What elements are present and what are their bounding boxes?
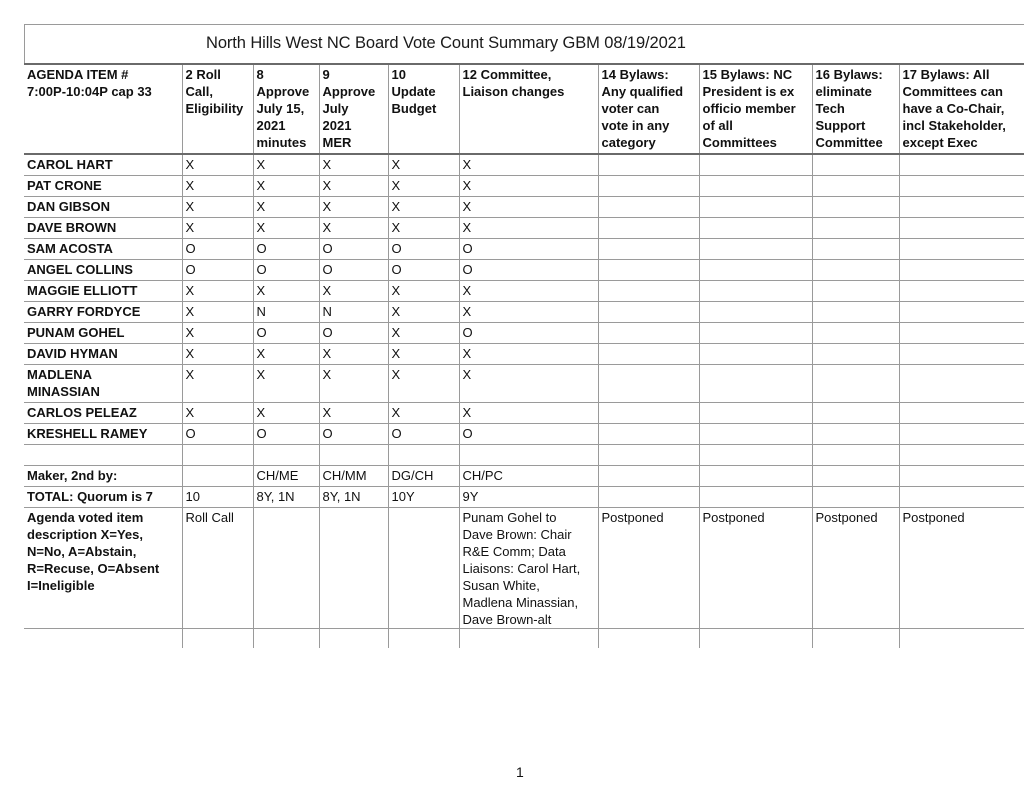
description-value [459, 508, 598, 629]
vote-cell: O [319, 260, 388, 281]
vote-cell [899, 218, 1024, 239]
vote-cell [598, 365, 699, 403]
vote-cell: X [319, 176, 388, 197]
vote-cell [699, 260, 812, 281]
total-value: 10 [182, 487, 253, 508]
cell-line: Postponed [702, 510, 765, 525]
cell-line: Liaison changes [462, 84, 565, 99]
member-row [24, 302, 1024, 323]
cell-line: R&E Comm; Data [462, 544, 566, 559]
vote-cell [598, 302, 699, 323]
vote-cell [812, 197, 899, 218]
vote-cell: X [253, 176, 319, 197]
vote-cell: X [388, 344, 459, 365]
vote-cell [899, 197, 1024, 218]
vote-cell [812, 424, 899, 445]
description-value [812, 508, 899, 629]
vote-cell: X [182, 302, 253, 323]
vote-cell [598, 197, 699, 218]
empty-cell [182, 445, 253, 466]
member-row [24, 154, 1024, 176]
cell-line: vote in any [601, 118, 670, 133]
total-value [598, 487, 699, 508]
cell-line: minutes [256, 135, 307, 150]
empty-cell [24, 445, 182, 466]
cell-line: AGENDA ITEM # [27, 67, 129, 82]
vote-cell: X [388, 197, 459, 218]
maker-value: CH/PC [459, 466, 598, 487]
empty-cell [899, 629, 1024, 649]
column-header [319, 64, 388, 154]
cell-line: CAROL HART [27, 157, 113, 172]
frame-top-rule [24, 24, 1024, 25]
trailing-row [24, 629, 1024, 649]
vote-cell [699, 197, 812, 218]
cell-line: SAM ACOSTA [27, 241, 113, 256]
member-name [24, 323, 182, 344]
vote-cell: X [253, 403, 319, 424]
total-value: 9Y [459, 487, 598, 508]
column-header [812, 64, 899, 154]
description-row [24, 508, 1024, 629]
vote-cell [598, 403, 699, 424]
column-header [598, 64, 699, 154]
cell-line: incl Stakeholder, [902, 118, 1006, 133]
vote-cell: O [388, 260, 459, 281]
vote-cell: X [459, 176, 598, 197]
cell-line: Liaisons: Carol Hart, [462, 561, 581, 576]
vote-cell [699, 302, 812, 323]
cell-line: 2021 [256, 118, 286, 133]
vote-cell: X [253, 154, 319, 176]
vote-cell: X [182, 281, 253, 302]
cell-line: MER [322, 135, 352, 150]
frame-left-rule [24, 24, 25, 64]
cell-line: Dave Brown-alt [462, 612, 552, 627]
maker-value [699, 466, 812, 487]
cell-line: Postponed [815, 510, 878, 525]
maker-value [182, 466, 253, 487]
member-name [24, 218, 182, 239]
vote-cell [598, 260, 699, 281]
empty-cell [24, 629, 182, 649]
empty-cell [319, 629, 388, 649]
cell-line: July [322, 101, 349, 116]
cell-line: MADLENA [27, 367, 92, 382]
member-row [24, 344, 1024, 365]
empty-cell [319, 445, 388, 466]
cell-line: of all [702, 118, 733, 133]
total-label: TOTAL: Quorum is 7 [24, 487, 182, 508]
member-name [24, 403, 182, 424]
member-row [24, 365, 1024, 403]
empty-cell [598, 445, 699, 466]
vote-cell [899, 424, 1024, 445]
header-row [24, 64, 1024, 154]
cell-line: description X=Yes, [27, 527, 143, 542]
column-header [899, 64, 1024, 154]
vote-cell: O [459, 323, 598, 344]
cell-line: R=Recuse, O=Absent [27, 561, 160, 576]
total-value [699, 487, 812, 508]
vote-cell: O [253, 323, 319, 344]
empty-cell [699, 629, 812, 649]
vote-cell [598, 218, 699, 239]
total-value [812, 487, 899, 508]
description-value [699, 508, 812, 629]
cell-line: July 15, [256, 101, 305, 116]
vote-cell: X [182, 403, 253, 424]
vote-cell: X [388, 281, 459, 302]
member-row [24, 403, 1024, 424]
vote-cell: X [388, 403, 459, 424]
cell-line: Tech [815, 101, 845, 116]
vote-cell [899, 323, 1024, 344]
vote-cell: X [459, 365, 598, 403]
vote-cell [812, 239, 899, 260]
page-number: 1 [516, 764, 524, 780]
member-name [24, 197, 182, 218]
empty-cell [598, 629, 699, 649]
cell-line: PAT CRONE [27, 178, 102, 193]
vote-cell [899, 154, 1024, 176]
vote-cell [598, 154, 699, 176]
cell-line: 2021 [322, 118, 352, 133]
cell-line: Approve [322, 84, 376, 99]
cell-line: 10 [391, 67, 406, 82]
total-value: 8Y, 1N [253, 487, 319, 508]
vote-cell [699, 239, 812, 260]
cell-line: I=Ineligible [27, 578, 95, 593]
vote-cell: X [459, 218, 598, 239]
vote-cell: X [253, 281, 319, 302]
vote-cell: O [459, 260, 598, 281]
total-value [899, 487, 1024, 508]
cell-line: Committees can [902, 84, 1003, 99]
vote-cell: O [182, 260, 253, 281]
description-value [598, 508, 699, 629]
vote-cell [899, 260, 1024, 281]
maker-row [24, 466, 1024, 487]
vote-cell [699, 365, 812, 403]
vote-cell: X [182, 154, 253, 176]
vote-cell: X [253, 197, 319, 218]
description-value [899, 508, 1024, 629]
description-value [319, 508, 388, 629]
cell-line: PUNAM GOHEL [27, 325, 125, 340]
vote-cell: X [459, 344, 598, 365]
cell-line: Call, [185, 84, 213, 99]
empty-cell [459, 629, 598, 649]
vote-table-body [24, 64, 1024, 648]
vote-cell: X [459, 281, 598, 302]
cell-line: 14 Bylaws: [601, 67, 669, 82]
vote-cell [598, 239, 699, 260]
member-name [24, 176, 182, 197]
cell-line: 12 Committee, [462, 67, 552, 82]
vote-cell: X [182, 176, 253, 197]
cell-line: 17 Bylaws: All [902, 67, 990, 82]
blank-row [24, 445, 1024, 466]
vote-cell: X [388, 302, 459, 323]
vote-cell: O [182, 424, 253, 445]
vote-cell [899, 239, 1024, 260]
cell-line: 2 Roll [185, 67, 221, 82]
empty-cell [899, 445, 1024, 466]
vote-cell: O [319, 424, 388, 445]
member-row [24, 323, 1024, 344]
cell-line: 16 Bylaws: [815, 67, 883, 82]
empty-cell [253, 445, 319, 466]
vote-cell: X [253, 218, 319, 239]
cell-line: GARRY FORDYCE [27, 304, 141, 319]
cell-line: Postponed [601, 510, 664, 525]
vote-cell: N [319, 302, 388, 323]
member-row [24, 176, 1024, 197]
vote-cell: O [319, 239, 388, 260]
vote-cell: X [319, 344, 388, 365]
empty-cell [699, 445, 812, 466]
document-title: North Hills West NC Board Vote Count Summary GBM 08/19/2021 [206, 34, 686, 52]
empty-cell [812, 629, 899, 649]
vote-cell [812, 323, 899, 344]
vote-cell: X [319, 154, 388, 176]
cell-line: Any qualified [601, 84, 684, 99]
agenda-item-header [24, 64, 182, 154]
member-row [24, 239, 1024, 260]
vote-cell: O [253, 260, 319, 281]
cell-line: President is ex [702, 84, 795, 99]
vote-cell: X [388, 365, 459, 403]
cell-line: CARLOS PELEAZ [27, 405, 137, 420]
column-header [699, 64, 812, 154]
vote-cell: X [319, 365, 388, 403]
vote-cell: O [459, 424, 598, 445]
vote-cell: X [253, 344, 319, 365]
vote-cell: O [388, 239, 459, 260]
member-name [24, 302, 182, 323]
vote-cell [812, 260, 899, 281]
cell-line: Committee [815, 135, 883, 150]
vote-cell [812, 218, 899, 239]
cell-line: DAVID HYMAN [27, 346, 118, 361]
vote-cell: X [388, 154, 459, 176]
member-name [24, 154, 182, 176]
vote-cell [598, 424, 699, 445]
vote-cell: X [319, 281, 388, 302]
member-name [24, 239, 182, 260]
vote-cell [812, 403, 899, 424]
total-value: 10Y [388, 487, 459, 508]
maker-value [899, 466, 1024, 487]
cell-line: Postponed [902, 510, 965, 525]
vote-cell [699, 424, 812, 445]
cell-line: Support [815, 118, 866, 133]
cell-line: voter can [601, 101, 660, 116]
vote-cell: O [319, 323, 388, 344]
cell-line: Update [391, 84, 436, 99]
member-row [24, 260, 1024, 281]
cell-line: have a Co-Chair, [902, 101, 1005, 116]
vote-cell [812, 365, 899, 403]
vote-table [24, 63, 1024, 648]
vote-cell [699, 403, 812, 424]
member-name [24, 344, 182, 365]
vote-cell: X [319, 197, 388, 218]
description-value [253, 508, 319, 629]
vote-cell: X [182, 197, 253, 218]
member-row [24, 197, 1024, 218]
cell-line: Approve [256, 84, 310, 99]
vote-cell [699, 281, 812, 302]
vote-cell: X [388, 218, 459, 239]
vote-cell [899, 302, 1024, 323]
vote-cell: X [182, 365, 253, 403]
cell-line: ANGEL COLLINS [27, 262, 133, 277]
vote-cell [812, 302, 899, 323]
cell-line: officio member [702, 101, 796, 116]
vote-cell [899, 365, 1024, 403]
vote-cell [598, 176, 699, 197]
vote-cell: O [253, 239, 319, 260]
column-header [253, 64, 319, 154]
vote-cell [899, 281, 1024, 302]
cell-line: eliminate [815, 84, 872, 99]
member-row [24, 218, 1024, 239]
description-value [182, 508, 253, 629]
vote-cell [812, 281, 899, 302]
vote-cell: O [182, 239, 253, 260]
empty-cell [459, 445, 598, 466]
cell-line: Committees [702, 135, 777, 150]
cell-line: Dave Brown: Chair [462, 527, 572, 542]
vote-cell [598, 323, 699, 344]
vote-cell [699, 344, 812, 365]
cell-line: Punam Gohel to [462, 510, 557, 525]
cell-line: Agenda voted item [27, 510, 144, 525]
cell-line: KRESHELL RAMEY [27, 426, 148, 441]
cell-line: 7:00P-10:04P cap 33 [27, 84, 152, 99]
column-header [182, 64, 253, 154]
vote-cell: X [182, 218, 253, 239]
cell-line: MINASSIAN [27, 384, 100, 399]
vote-cell [699, 323, 812, 344]
empty-cell [253, 629, 319, 649]
member-name [24, 424, 182, 445]
cell-line: 15 Bylaws: NC [702, 67, 793, 82]
vote-cell: X [253, 365, 319, 403]
maker-label: Maker, 2nd by: [24, 466, 182, 487]
vote-cell [899, 176, 1024, 197]
maker-value: CH/MM [319, 466, 388, 487]
cell-line: DAN GIBSON [27, 199, 111, 214]
cell-line: except Exec [902, 135, 978, 150]
cell-line: Roll Call [185, 510, 234, 525]
cell-line: N=No, A=Abstain, [27, 544, 137, 559]
cell-line: 9 [322, 67, 330, 82]
vote-cell [598, 281, 699, 302]
vote-cell [598, 344, 699, 365]
total-row [24, 487, 1024, 508]
column-header [388, 64, 459, 154]
vote-cell: O [459, 239, 598, 260]
vote-cell: X [182, 344, 253, 365]
vote-cell [699, 176, 812, 197]
vote-cell: X [388, 323, 459, 344]
vote-cell: X [319, 403, 388, 424]
maker-value: DG/CH [388, 466, 459, 487]
cell-line: MAGGIE ELLIOTT [27, 283, 138, 298]
cell-line: 8 [256, 67, 264, 82]
vote-cell: N [253, 302, 319, 323]
vote-cell: X [319, 218, 388, 239]
vote-cell: X [182, 323, 253, 344]
vote-cell [699, 154, 812, 176]
vote-cell [699, 218, 812, 239]
cell-line: Budget [391, 101, 437, 116]
member-name [24, 260, 182, 281]
vote-cell [899, 403, 1024, 424]
vote-cell: X [459, 197, 598, 218]
description-value [388, 508, 459, 629]
column-header [459, 64, 598, 154]
cell-line: DAVE BROWN [27, 220, 117, 235]
vote-cell: X [459, 403, 598, 424]
vote-cell: O [253, 424, 319, 445]
vote-cell: X [459, 302, 598, 323]
member-name [24, 281, 182, 302]
empty-cell [388, 445, 459, 466]
maker-value: CH/ME [253, 466, 319, 487]
empty-cell [388, 629, 459, 649]
vote-cell [812, 344, 899, 365]
vote-cell: X [388, 176, 459, 197]
maker-value [598, 466, 699, 487]
vote-cell: X [459, 154, 598, 176]
member-name [24, 365, 182, 403]
member-row [24, 424, 1024, 445]
vote-cell: O [388, 424, 459, 445]
member-row [24, 281, 1024, 302]
cell-line: category [601, 135, 656, 150]
empty-cell [182, 629, 253, 649]
empty-cell [812, 445, 899, 466]
description-label [24, 508, 182, 629]
vote-cell [812, 154, 899, 176]
vote-cell [899, 344, 1024, 365]
total-value: 8Y, 1N [319, 487, 388, 508]
maker-value [812, 466, 899, 487]
cell-line: Susan White, [462, 578, 540, 593]
cell-line: Madlena Minassian, [462, 595, 579, 610]
vote-cell [812, 176, 899, 197]
cell-line: Eligibility [185, 101, 244, 116]
